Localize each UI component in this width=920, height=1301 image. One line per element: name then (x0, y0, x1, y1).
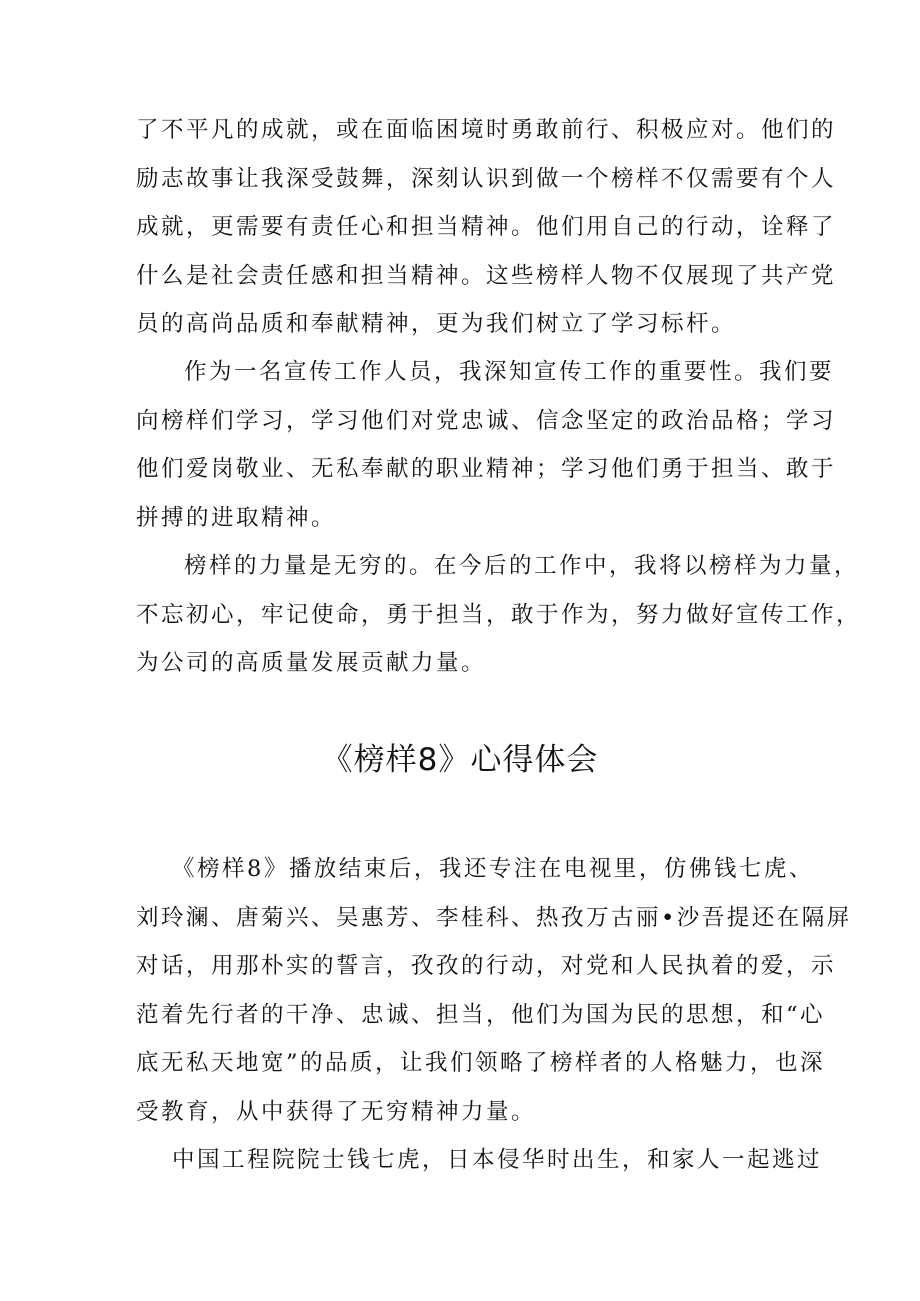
paragraph-line: 拼搏的进取精神。 (136, 504, 337, 531)
paragraph-line: 作为一名宣传工作人员，我深知宣传工作的重要性。我们要 (184, 359, 835, 385)
paragraph-line: 不忘初心，牢记使命，勇于担当，敢于作为，努力做好宣传工作， (136, 601, 862, 628)
paragraph-4 (136, 845, 852, 1136)
paragraph-line: 中国工程院院士钱七虎，日本侵华时出生，和家人一起逃过 (172, 1147, 823, 1173)
paragraph-line: 励志故事让我深受鼓舞，深刻认识到做一个榜样不仅需要有个人 (136, 165, 837, 192)
article-title: 《榜样8》心得体会 (321, 742, 599, 778)
paragraph-line: 了不平凡的成就，或在面临困境时勇敢前行、积极应对。他们的 (136, 117, 837, 143)
paragraph-line: 为公司的高质量发展贡献力量。 (136, 650, 487, 676)
paragraph-line: 刘玲澜、唐菊兴、吴惠芳、李桂科、热孜万古丽•沙吾提还在隔屏 (136, 904, 852, 931)
paragraph-line: 成就，更需要有责任心和担当精神。他们用自己的行动，诠释了 (136, 214, 837, 240)
continued-paragraph (136, 106, 837, 349)
paragraph-5 (136, 1136, 823, 1185)
paragraph-line: 《榜样8》播放结束后，我还专注在电视里，仿佛钱七虎、 (172, 856, 814, 882)
paragraph-line: 榜样的力量是无穷的。在今后的工作中，我将以榜样为力量， (184, 553, 860, 579)
paragraph-line: 向榜样们学习，学习他们对党忠诚、信念坚定的政治品格；学习 (136, 407, 837, 434)
paragraph-line: 对话，用那朴实的誓言，孜孜的行动，对党和人民执着的爱，示 (136, 953, 837, 979)
paragraph-line: 范着先行者的干净、忠诚、担当，他们为国为民的思想，和“心 (136, 1001, 826, 1028)
paragraph-line: 他们爱岗敬业、无私奉献的职业精神；学习他们勇于担当、敢于 (136, 456, 837, 482)
paragraph-line: 什么是社会责任感和担当精神。这些榜样人物不仅展现了共产党 (136, 262, 837, 289)
paragraph-line: 员的高尚品质和奉献精神，更为我们树立了学习标杆。 (136, 311, 737, 337)
paragraph-3 (136, 542, 862, 688)
paragraph-line: 底无私天地宽”的品质，让我们领略了榜样者的人格魅力，也深 (136, 1050, 826, 1076)
paragraph-2 (136, 348, 837, 542)
paragraph-line: 受教育，从中获得了无穷精神力量。 (136, 1098, 537, 1125)
